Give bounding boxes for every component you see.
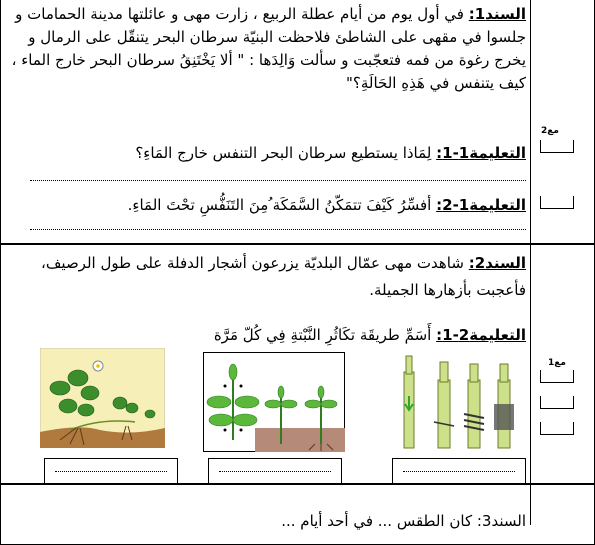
grafting-propagation-image	[398, 352, 523, 452]
section1-paragraph	[8, 3, 526, 95]
q1-2-line	[8, 194, 526, 217]
section2-paragraph	[8, 250, 526, 304]
criterion-1-box-1[interactable]	[540, 370, 574, 383]
q1-1-text: لِمَاذا يستطيع سرطان البحر التنفس خارج المَاءِ؟	[135, 144, 437, 162]
answer-box-3[interactable]	[392, 458, 526, 484]
section2-text: شاهدت مهى عمّال البلديّة يزرعون أشجار الدفلة على طول الرصيف، فأعجبت بأزهارها الجميلة.	[41, 254, 526, 299]
section1-label: السند1:	[468, 5, 526, 23]
criterion-1-box-2[interactable]	[540, 396, 574, 409]
section2-label: السند2:	[468, 254, 526, 272]
q2-1-text: أَسَمِّ طريقَة تكَاثُرِ النَّبْتةِ فِي كُلّ مَرَّة	[213, 326, 437, 344]
q2-1-label: التعليمة2-1:	[436, 326, 526, 344]
criterion-2-box-1[interactable]	[540, 140, 574, 153]
answer-box-1[interactable]	[44, 458, 178, 484]
q1-1-answer-line[interactable]	[30, 180, 526, 181]
q1-1-label: التعليمة1-1:	[436, 144, 526, 162]
runner-propagation-image	[40, 348, 165, 448]
criterion-2-label: مع2	[541, 126, 559, 136]
criterion-2-box-2[interactable]	[540, 196, 574, 209]
q1-1-line	[8, 142, 526, 165]
q2-1-line	[8, 324, 526, 347]
cutting-propagation-image	[203, 352, 345, 452]
criteria-column-divider	[530, 0, 531, 525]
section3-partial-text: السند3: كان الطقس ... في أحد أيام ...	[281, 512, 526, 530]
q1-2-text: أفسِّرُ كَيْفَ تتمَكّنُ السَّمَكَة ُمِنَ التَنَفُّسِ تحْتَ المَاءِ.	[127, 196, 437, 214]
criterion-1-label: مع1	[548, 358, 566, 368]
q1-2-answer-line[interactable]	[30, 229, 526, 230]
q1-2-label: التعليمة1-2:	[436, 196, 526, 214]
criterion-1-box-3[interactable]	[540, 422, 574, 435]
section1-text: في أول يوم من أيام عطلة الربيع ، زارت مهى و عائلتها مدينة الحمامات و جلسوا في مقهى على الشاطئ فلاحظت البنيّة سرطان البحر يتنقّل على الرمال و يخرج رغوة من فمه فتعجّبت و سألت وَالِدَها : " ألا يَخْتَنِقُ سرطان البحر خارج الماء ، كيف يتنفس في هَذِهِ الحَالَةِ؟"	[11, 5, 526, 92]
answer-box-2[interactable]	[208, 458, 342, 484]
